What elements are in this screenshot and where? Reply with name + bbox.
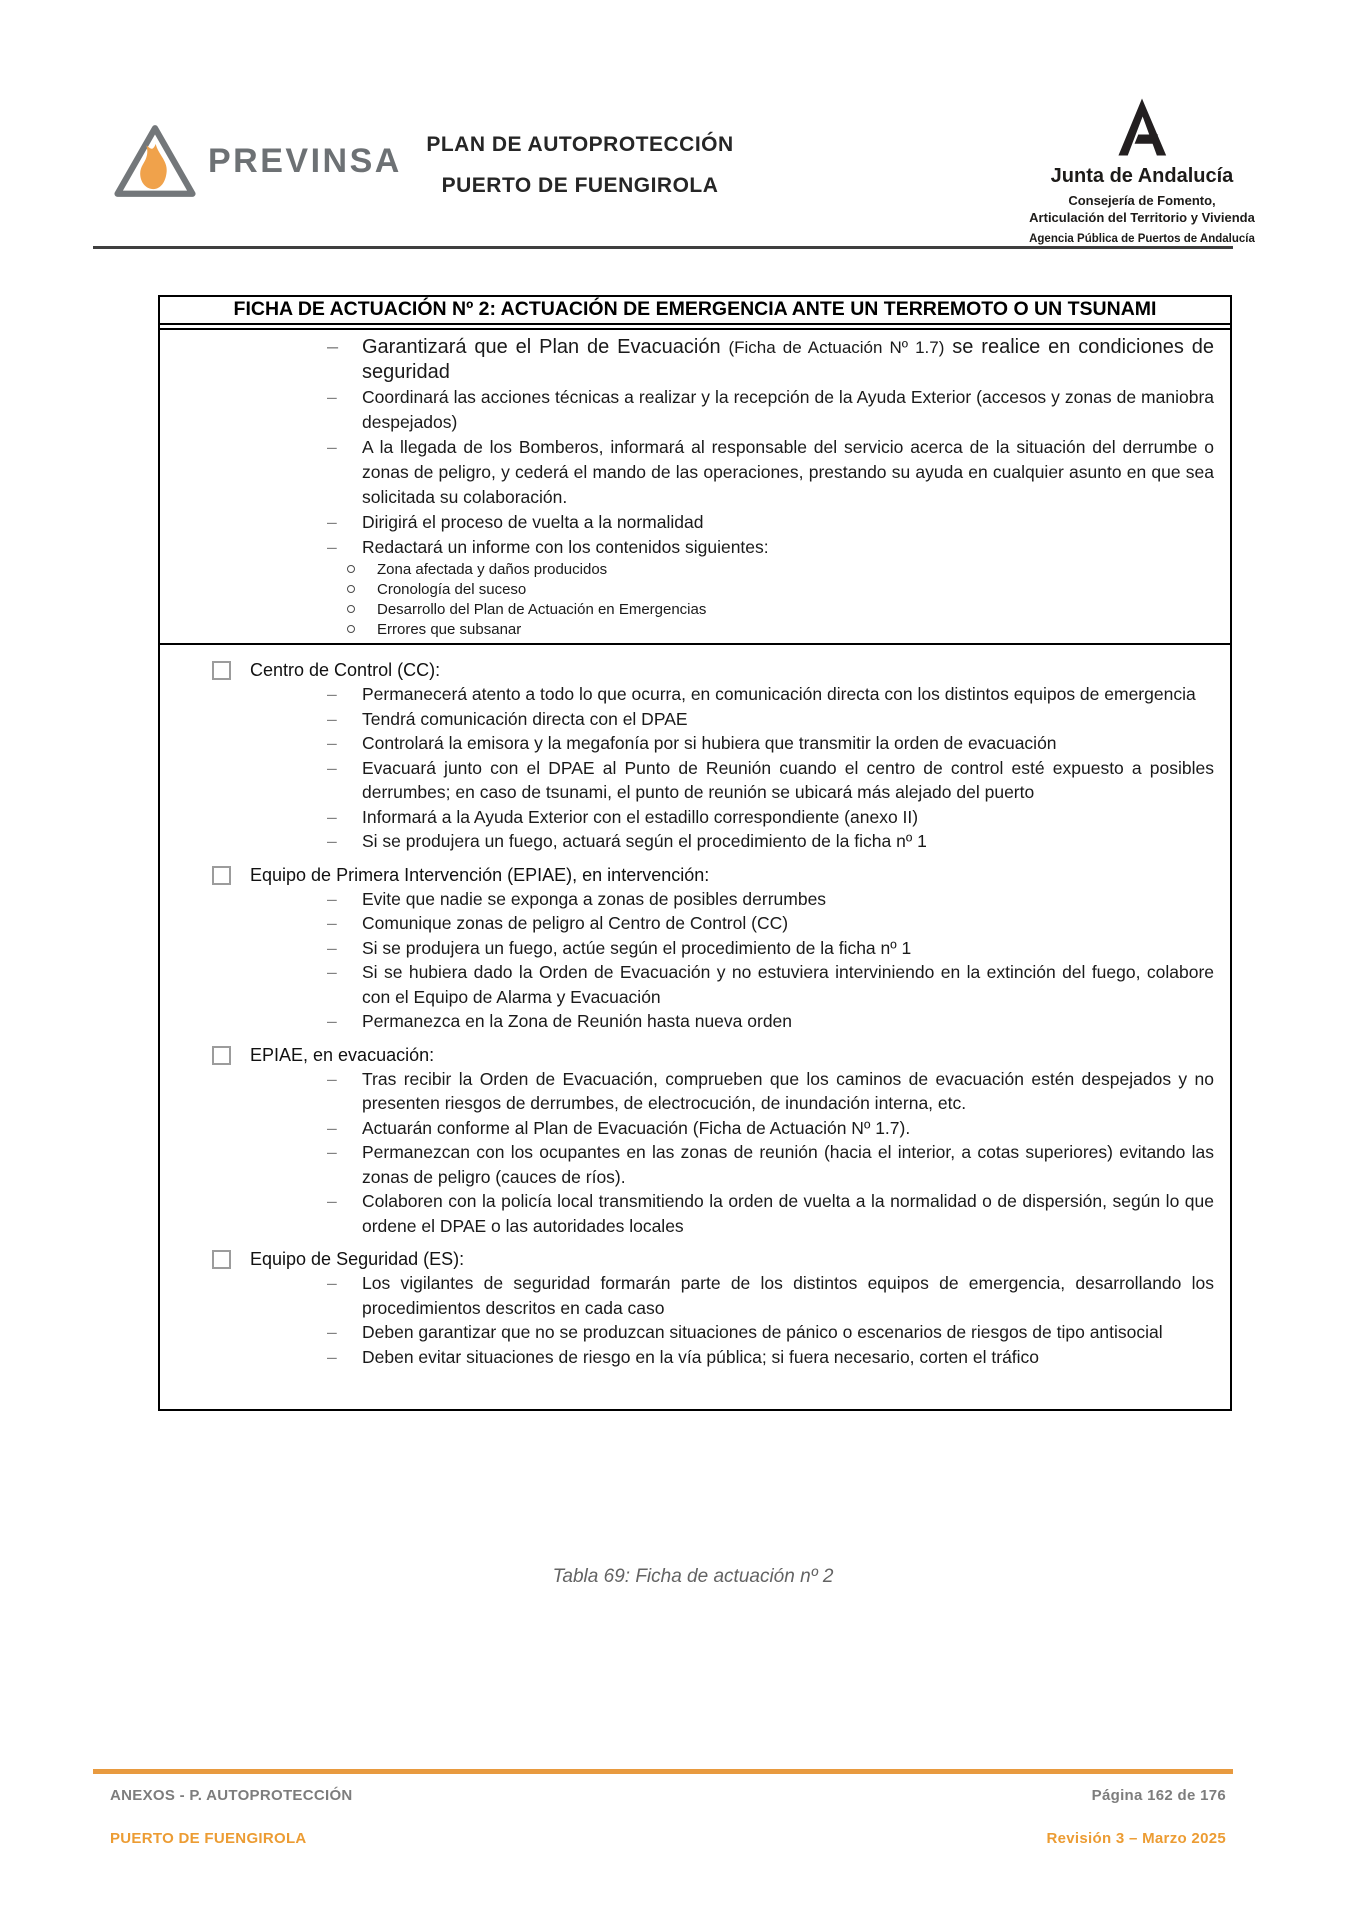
section (160, 658, 1230, 854)
list-item (160, 682, 1230, 707)
list-item-text: – Comunique zonas de peligro al Centro de Control (CC) (362, 913, 789, 933)
section-item-list (160, 682, 1230, 854)
list-item-text: – Tras recibir la Orden de Evacuación, comprueben que los caminos de evacuación estén despejados y no presenten riesgos de derrumbes, de electrocución, de inundación interna, etc. (362, 1068, 1214, 1113)
list-item (160, 960, 1230, 1009)
section-heading-text: EPIAE, en evacuación: (250, 1044, 435, 1065)
list-item-text: – Evacuará junto con el DPAE al Punto de Reunión cuando el centro de control esté expuesto a posibles derrumbes; en caso de tsunami, el punto de reunión se ubicará más alejado del puerto (362, 757, 1214, 802)
footer-row-1 (110, 1787, 1226, 1804)
checkbox-icon (212, 661, 231, 680)
list-item-text: – Si se produjera un fuego, actúe según el procedimiento de la ficha nº 1 (362, 937, 912, 958)
ficha-table (158, 295, 1232, 1411)
junta-agency: Agencia Pública de Puertos de Andalucía (1029, 233, 1255, 245)
table-body (160, 328, 1230, 1409)
list-item-text: – Si se produjera un fuego, actuará según el procedimiento de la ficha nº 1 (362, 831, 927, 851)
list-item-text: – Redactará un informe con los contenidos siguientes: (362, 537, 769, 557)
list-item (160, 1345, 1230, 1370)
dpae-item-list (160, 385, 1230, 560)
list-item (160, 535, 1230, 560)
checkbox-icon (212, 1046, 231, 1065)
list-item (160, 1009, 1230, 1034)
list-item (160, 385, 1230, 435)
sub-list-item (160, 580, 1230, 600)
list-item (160, 805, 1230, 830)
list-item (160, 335, 1230, 385)
header-divider (93, 246, 1233, 249)
table-title: FICHA DE ACTUACIÓN Nº 2: ACTUACIÓN DE EMERGENCIA ANTE UN TERREMOTO O UN TSUNAMI (160, 297, 1230, 325)
section-heading (160, 1043, 1230, 1067)
junta-name: Junta de Andalucía (1050, 165, 1234, 187)
footer-section-label: ANEXOS - P. AUTOPROTECCIÓN (110, 1787, 353, 1804)
sub-list-item-text: Desarrollo del Plan de Actuación en Emergencias (377, 601, 707, 618)
section-item-list (160, 887, 1230, 1034)
section-heading (160, 863, 1230, 887)
list-item-text: – Los vigilantes de seguridad formarán parte de los distintos equipos de emergencia, desarrollando los procedimientos descritos en cada caso (362, 1273, 1214, 1318)
section-heading (160, 1247, 1230, 1271)
footer-divider (93, 1769, 1233, 1774)
list-item-text: – A la llegada de los Bomberos, informará al responsable del servicio acerca de la situación del derrumbe o zonas de peligro, y cederá el mando de las operaciones, prestando su ayuda en cualquier asunto en que sea solicitada su colaboración. (362, 437, 1214, 507)
list-item-text: – Informará a la Ayuda Exterior con el estadillo correspondiente (anexo II) (362, 806, 919, 827)
table-caption: Tabla 69: Ficha de actuación nº 2 (552, 1566, 834, 1587)
list-item (160, 936, 1230, 961)
list-item-text: – Coordinará las acciones técnicas a realizar y la recepción de la Ayuda Exterior (accesos y zonas de maniobra despejados) (362, 387, 1214, 432)
list-item (160, 510, 1230, 535)
section-heading (160, 658, 1230, 682)
footer-project-label: PUERTO DE FUENGIROLA (110, 1830, 307, 1847)
list-item (160, 1271, 1230, 1320)
list-item (160, 1189, 1230, 1238)
section (160, 1247, 1230, 1369)
sub-list-item-text: Zona afectada y daños producidos (377, 561, 608, 578)
list-item (160, 756, 1230, 805)
sub-list-item (160, 560, 1230, 580)
doc-title-line2: PUERTO DE FUENGIROLA (441, 174, 719, 197)
junta-dept-line2: Articulación del Territorio y Vivienda (1029, 210, 1255, 225)
list-item-text: – Dirigirá el proceso de vuelta a la normalidad (362, 512, 704, 532)
checkbox-icon (212, 1250, 231, 1269)
item-text-main: Garantizará que el Plan de Evacuación (362, 336, 721, 358)
list-item-text: – Deben garantizar que no se produzcan situaciones de pánico o escenarios de riesgos de tipo antisocial (362, 1322, 1163, 1342)
list-item (160, 435, 1230, 510)
list-item-text: – Deben evitar situaciones de riesgo en la vía pública; si fuera necesario, corten el tráfico (362, 1346, 1040, 1367)
list-item (160, 1067, 1230, 1116)
list-item-text: – Tendrá comunicación directa con el DPAE (362, 708, 688, 729)
doc-title-line1: PLAN DE AUTOPROTECCIÓN (426, 133, 734, 156)
list-item-text: – Colaboren con la policía local transmitiendo la orden de vuelta a la normalidad o de dispersión, según lo que ordene el DPAE o las autoridades locales (362, 1191, 1214, 1236)
list-item (160, 829, 1230, 854)
footer-page-number: Página 162 de 176 (1091, 1787, 1226, 1804)
previnsa-flame-icon (110, 122, 200, 200)
section-heading-text: Centro de Control (CC): (250, 660, 441, 680)
report-contents-list (160, 560, 1230, 640)
sub-list-item (160, 620, 1230, 640)
junta-a-icon (1111, 94, 1173, 160)
list-item-text: – Actuarán conforme al Plan de Evacuación (Ficha de Actuación Nº 1.7). (362, 1117, 911, 1138)
list-item-text: – Permanezca en la Zona de Reunión hasta nueva orden (362, 1011, 793, 1031)
list-item (160, 731, 1230, 756)
footer-row-2 (110, 1830, 1226, 1847)
junta-logo (997, 94, 1287, 245)
checkbox-icon (212, 866, 231, 885)
section-item-list (160, 1067, 1230, 1239)
footer-revision-label: Revisión 3 – Marzo 2025 (1046, 1830, 1226, 1847)
sub-list-item-text: Errores que subsanar (377, 621, 522, 638)
list-item (160, 887, 1230, 912)
section-heading-text: Equipo de Seguridad (ES): (250, 1249, 465, 1269)
list-item-text: – Controlará la emisora y la megafonía por si hubiera que transmitir la orden de evacuación (362, 733, 1057, 753)
list-item (160, 1320, 1230, 1345)
table-row-dpae-duties (160, 330, 1230, 643)
list-item (160, 911, 1230, 936)
item-text-reference: (Ficha de Actuación Nº 1.7) (728, 338, 945, 357)
previnsa-wordmark: PREVINSA (208, 141, 402, 180)
section (160, 1043, 1230, 1239)
item-text-tail: se realice en condiciones de seguridad (362, 336, 1215, 383)
document-title (330, 133, 830, 198)
section-heading-text: Equipo de Primera Intervención (EPIAE), en intervención: (250, 864, 710, 885)
sub-list-item-text: Cronología del suceso (377, 581, 527, 598)
list-item (160, 1140, 1230, 1189)
section (160, 863, 1230, 1034)
junta-department (997, 192, 1287, 226)
list-item (160, 707, 1230, 732)
section-item-list (160, 1271, 1230, 1369)
junta-dept-line1: Consejería de Fomento, (1068, 193, 1216, 208)
list-item-text: – Si se hubiera dado la Orden de Evacuación y no estuviera interviniendo en la extinción del fuego, colabore con el Equipo de Alarma y Evacuación (362, 962, 1214, 1007)
table-row-equipos (160, 643, 1230, 1409)
list-item-text (362, 335, 1230, 385)
list-item-text: – Permanecerá atento a todo lo que ocurra, en comunicación directa con los distintos equipos de emergencia (362, 684, 1196, 704)
list-item (160, 1116, 1230, 1141)
list-item-text: – Permanezcan con los ocupantes en las zonas de reunión (hacia el interior, a cotas superiores) evitando las zonas de peligro (cauces de ríos). (362, 1142, 1214, 1187)
list-item-text: – Evite que nadie se exponga a zonas de posibles derrumbes (362, 888, 827, 909)
sub-list-item (160, 600, 1230, 620)
